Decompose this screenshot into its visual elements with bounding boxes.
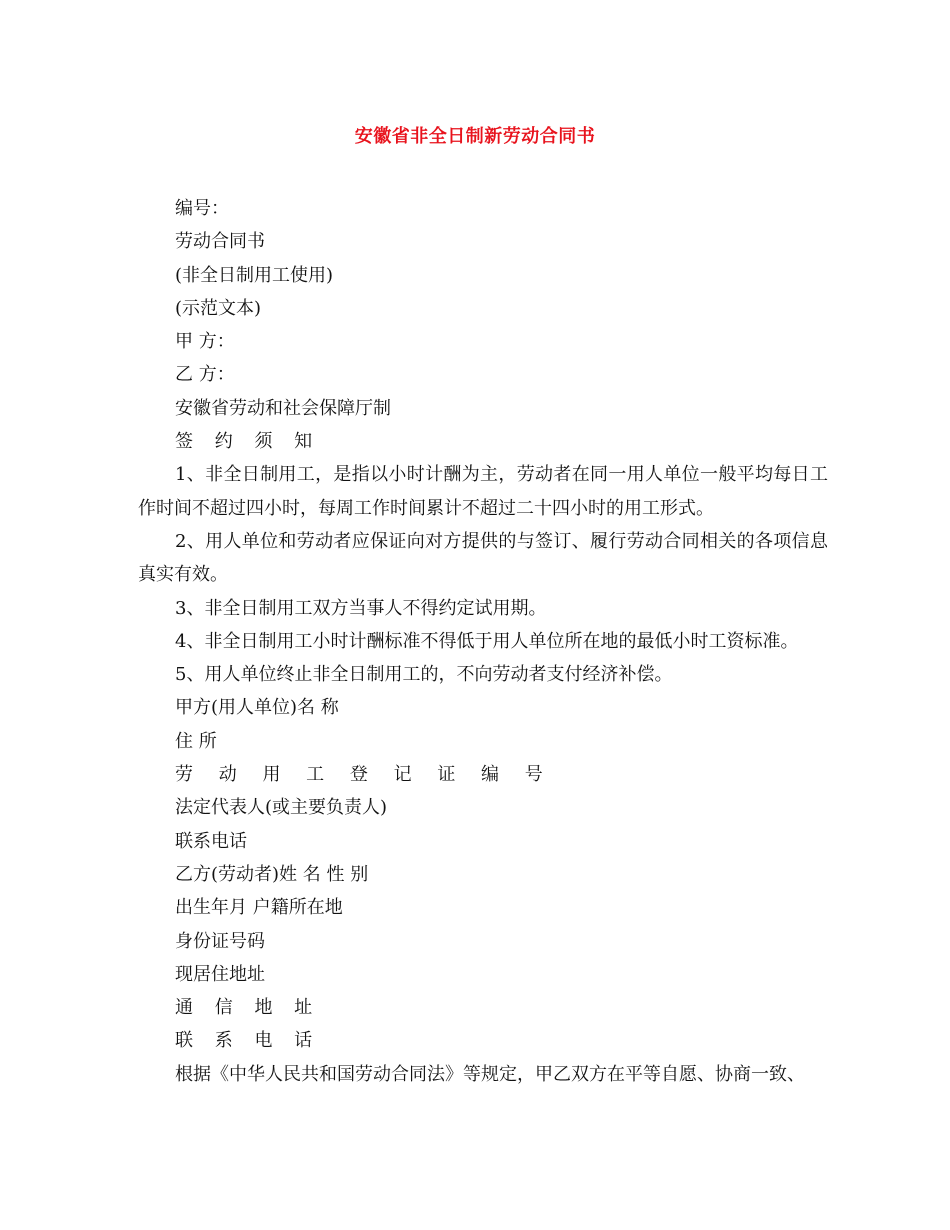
closing-paragraph: 根据《中华人民共和国劳动合同法》等规定，甲乙双方在平等自愿、协商一致、 <box>175 1063 805 1085</box>
notice-item-1: 1、非全日制用工，是指以小时计酬为主，劳动者在同一用人单位一般平均每日工作时间不超过四小时，每周工作时间累计不超过二十四小时的用工形式。 <box>138 464 828 519</box>
issuer-line: 安徽省劳动和社会保障厅制 <box>175 397 391 419</box>
current-address-field: 现居住地址 <box>175 963 265 985</box>
contract-heading: 劳动合同书 <box>175 231 265 253</box>
party-b-label: 乙 方： <box>175 364 235 386</box>
id-number-field: 身份证号码 <box>175 930 265 952</box>
birth-household-field: 出生年月 户籍所在地 <box>175 897 343 919</box>
contract-number-label: 编号： <box>175 198 229 219</box>
legal-representative-field: 法定代表人(或主要负责人) <box>175 797 388 819</box>
party-a-label: 甲 方： <box>175 331 235 353</box>
sample-text-note: (示范文本) <box>175 297 262 319</box>
notice-item-5: 5、用人单位终止非全日制用工的，不向劳动者支付经济补偿。 <box>175 664 673 686</box>
document-body <box>138 192 828 1091</box>
employer-name-field: 甲方(用人单位)名 称 <box>175 697 339 719</box>
employer-address-field: 住 所 <box>175 730 217 752</box>
notice-item-3: 3、非全日制用工双方当事人不得约定试用期。 <box>175 597 547 619</box>
notice-item-4: 4、非全日制用工小时计酬标准不得低于用人单位所在地的最低小时工资标准。 <box>175 630 799 652</box>
notice-item-2: 2、用人单位和劳动者应保证向对方提供的与签订、履行劳动合同相关的各项信息真实有效。 <box>138 530 828 586</box>
document-title: 安徽省非全日制新劳动合同书 <box>354 126 596 147</box>
employee-name-gender-field: 乙方(劳动者)姓 名 性 别 <box>175 863 369 885</box>
employer-phone-field: 联系电话 <box>175 830 247 852</box>
usage-note: (非全日制用工使用) <box>175 264 334 286</box>
signing-notice-heading: 签 约 须 知 <box>175 431 321 453</box>
employment-registration-number-field: 劳 动 用 工 登 记 证 编 号 <box>175 764 553 786</box>
mailing-address-field: 通 信 地 址 <box>175 997 321 1019</box>
employee-phone-field: 联 系 电 话 <box>175 1030 321 1052</box>
